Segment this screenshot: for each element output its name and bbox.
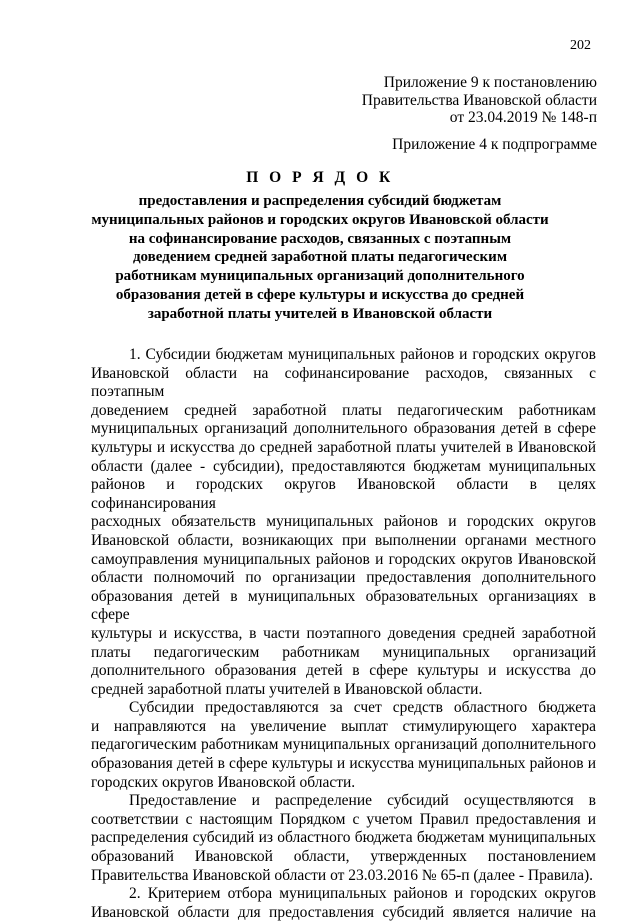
body-line: Субсидии предоставляются за счет средств областного бюджета [129, 699, 596, 717]
subtitle-line: муниципальных районов и городских округов Ивановской области [91, 211, 549, 228]
document-body [91, 346, 596, 922]
body-line: области полномочий по организации предоставления дополнительного [91, 569, 596, 587]
subtitle-line: работникам муниципальных организаций дополнительного [115, 268, 525, 285]
subtitle-line: доведением средней заработной платы педагогическим [132, 249, 508, 266]
body-line: педагогическим работникам муниципальных организаций дополнительного [91, 736, 596, 754]
approval-line: Правительства Ивановской области [361, 91, 597, 109]
body-line: области (далее - субсидии), предоставляются бюджетам муниципальных [91, 457, 596, 475]
body-line: 2. Критерием отбора муниципальных районов и городских округов [129, 885, 596, 903]
body-line: Ивановской области для предоставления субсидий является наличие на [91, 903, 596, 921]
body-line: платы педагогическим работникам муниципальных организаций [91, 643, 596, 661]
approval-block [362, 74, 597, 127]
body-line: доведением средней заработной платы педагогическим работникам [91, 401, 596, 419]
subtitle-line: заработной платы учителей в Ивановской области [147, 305, 493, 322]
body-line: городских округов Ивановской области. [91, 773, 356, 791]
body-line: образования детей в сфере культуры и искусства муниципальных районов и [91, 755, 596, 773]
body-line: культуры и искусства, в части поэтапного доведения средней заработной [91, 624, 596, 642]
body-line: распределения субсидий из областного бюджета бюджетам муниципальных [91, 829, 596, 847]
body-line: Предоставление и распределение субсидий осуществляются в [129, 792, 596, 810]
subtitle-line: на софинансирование расходов, связанных с поэтапным [128, 230, 512, 247]
body-line: образований Ивановской области, утвержденных постановлением [91, 848, 596, 866]
document-subtitle [90, 192, 550, 324]
body-line: самоуправления муниципальных районов и городских округов Ивановской [91, 550, 596, 568]
body-line: районов и городских округов Ивановской области в целях софинансирования [91, 476, 596, 512]
body-line: Ивановской области, возникающих при выполнении органами местного [91, 531, 596, 549]
approval-line: Приложение 9 к постановлению [383, 74, 597, 91]
body-line: культуры и искусства до средней заработной платы учителей в Ивановской [91, 438, 596, 456]
page-number: 202 [570, 38, 591, 53]
body-line: средней заработной платы учителей в Ивановской области. [91, 680, 483, 698]
document-title: П О Р Я Д О К [246, 169, 394, 186]
subprogram-reference: Приложение 4 к подпрограмме [392, 136, 597, 153]
body-line: и направляются на увеличение выплат стимулирующего характера [91, 717, 596, 735]
subtitle-line: предоставления и распределения субсидий бюджетам [138, 193, 502, 209]
body-line: соответствии с настоящим Порядком с учетом Правил предоставления и [91, 810, 596, 828]
body-line: Правительства Ивановской области от 23.03.2016 № 65-п (далее - Правила). [91, 866, 593, 884]
body-line: расходных обязательств муниципальных районов и городских округов [91, 513, 596, 531]
body-line: образования детей в муниципальных образовательных организациях в сфере [91, 587, 596, 624]
body-line: дополнительного образования детей в сфере культуры и искусства до [91, 662, 596, 680]
body-line: 1. Субсидии бюджетам муниципальных районов и городских округов [129, 346, 596, 363]
subtitle-line: образования детей в сфере культуры и искусства до средней [115, 286, 525, 303]
body-line: Ивановской области на софинансирование расходов, связанных с поэтапным [91, 364, 596, 401]
approval-line: от 23.04.2019 № 148-п [449, 109, 597, 126]
body-line: муниципальных организаций дополнительного образования детей в сфере [91, 420, 596, 438]
